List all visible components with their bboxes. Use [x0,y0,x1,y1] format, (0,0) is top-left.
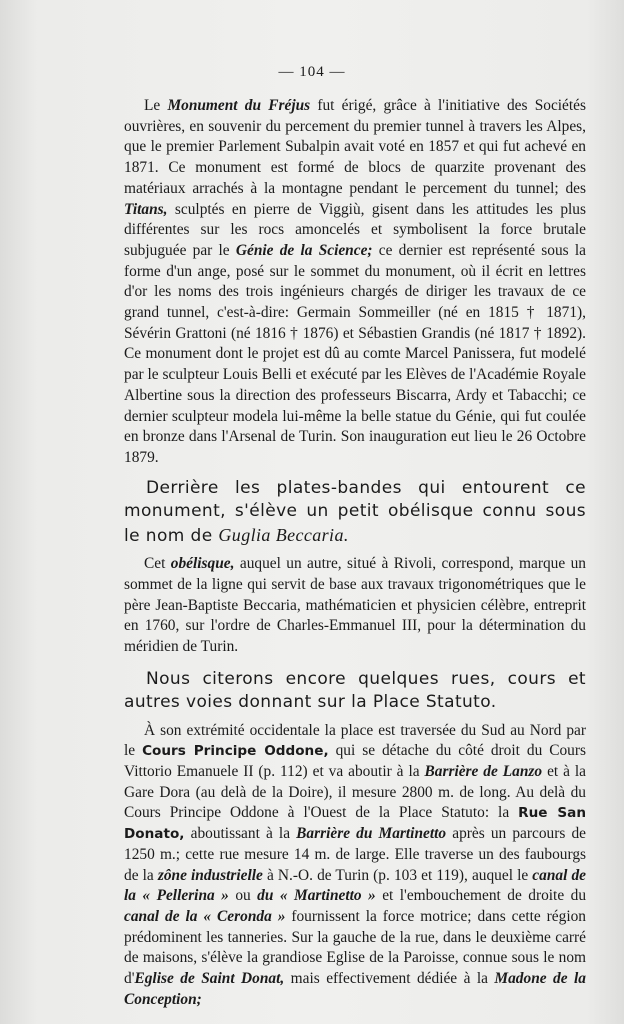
text-run: et à la Gare Dora (au delà de la Doire), il mesure 2800 m. de long. Au delà du Cours Principe Oddone à l'Ouest de la Place Statuto: la [124,763,586,822]
text-run: qui se détache du côté droit du Cours Vittorio Emanuele II (p. 112) et va aboutir à la [124,742,586,781]
text-run: auquel un autre, situé à Rivoli, correspond, marque un sommet de la ligne qui servit de base aux travaux trigonométriques que le père Jean-Baptiste Beccaria, mathématicien et physicien célèbre, entreprit en 1760, sur l'ordre de Charles-Emmanuel III, pour la détermination du méridien de Turin. [124,555,586,655]
italic-term: zône industrielle [157,866,263,884]
heading-guglia-beccaria [124,477,586,549]
italic-term: Génie de la Science; [235,241,373,259]
text-run: après un parcours de 1250 m.; cette rue mesure 14 m. de large. Elle traverse un des faubourgs de la [124,825,586,884]
bold-street-name: Rue San Donato, [124,805,586,843]
paragraph-cours-principe-oddone [124,721,586,1011]
italic-term: Guglia Beccaria. [218,524,349,545]
italic-term: canal de la « Pellerina » [124,866,586,905]
text-run: Cet [144,555,171,573]
italic-term: obélisque, [170,555,235,573]
italic-term: Madone de la Conception; [124,970,586,1008]
text-run: à N.-O. de Turin (p. 103 et 119), auquel le [262,866,533,884]
italic-term: Eglise de Saint Donat, [134,970,285,988]
italic-term: Monument du Fréjus [167,97,311,114]
text-run: aboutissant à la [184,825,297,843]
italic-term: Titans, [124,200,168,218]
text-run: Derrière les plates-bandes qui entourent ce monument, s'élève un petit obélisque connu sous le nom de [124,477,586,546]
text-run: À son extrémité occidentale la place est traversée du Sud au Nord par le [124,721,586,760]
text-run: Le [144,97,168,114]
bold-street-name: Cours Principe Oddone, [142,743,329,760]
text-run: fut érigé, grâce à l'initiative des Sociétés ouvrières, en souvenir du percement du premier tunnel à travers les Alpes, que le premier Parlement Subalpin avait voté en 1857 et qui fut achevé en 1871. Ce monument est formé de blocs de quarzite provenant des matériaux arrachés à la montagne pendant le percement du tunnel; des [124,97,586,197]
text-run: mais effectivement dédiée à la [284,970,495,988]
italic-term: canal de la « Ceronda » [124,908,286,925]
page-text [124,96,586,1011]
text-run: fournissent la force motrice; dans cette région prédominent les tanneries. Sur la gauche de la rue, dans le deuxième carré de maisons, s'élève la grandiose Eglise de la Paroisse, connue sous le nom d' [124,908,586,988]
italic-term: Barrière du Martinetto [296,825,447,843]
page-number: — 104 — [278,64,346,80]
text-run: ou [228,887,258,905]
paragraph-obelisque [124,554,586,658]
paragraph-monument-frejus [124,96,586,469]
italic-term: Barrière de Lanzo [424,763,543,781]
text-run: ce dernier est représenté sous la forme d'un ange, posé sur le sommet du monument, où il écrit en lettres d'or les noms des trois ingénieurs chargés de diriger les travaux de ce grand tunnel, c'est-à-dire: Germain Sommeiller (né en 1815 † 1871), Sévérin Grattoni (né 1816 † 1876) et Sébastien Grandis (né 1817 † 1892). Ce monument dont le projet est dû au comte Marcel Panissera, fut modelé par le sculpteur Louis Belli et exécuté par les Elèves de l'Académie Royale Albertine sous la direction des professeurs Biscarra, Ardy et Tabacchi; ce dernier sculpteur modela lui-même la belle statue du Génie, qui fut coulée en bronze dans l'Arsenal de Turin. Son inauguration eut lieu le 26 Octobre 1879. [124,241,586,466]
text-run: sculptés en pierre de Viggiù, gisent dans les attitudes les plus différentes sur les rocs amoncelés et symbolisent la force brutale subjuguée par le [124,200,586,259]
italic-term: du « Martinetto » [257,887,376,905]
heading-rues-cours [124,668,586,715]
text-run: et l'embouchement de droite du [375,887,587,905]
text-run: Nous citerons encore quelques rues, cours et autres voies donnant sur la Place Statuto. [124,668,586,713]
